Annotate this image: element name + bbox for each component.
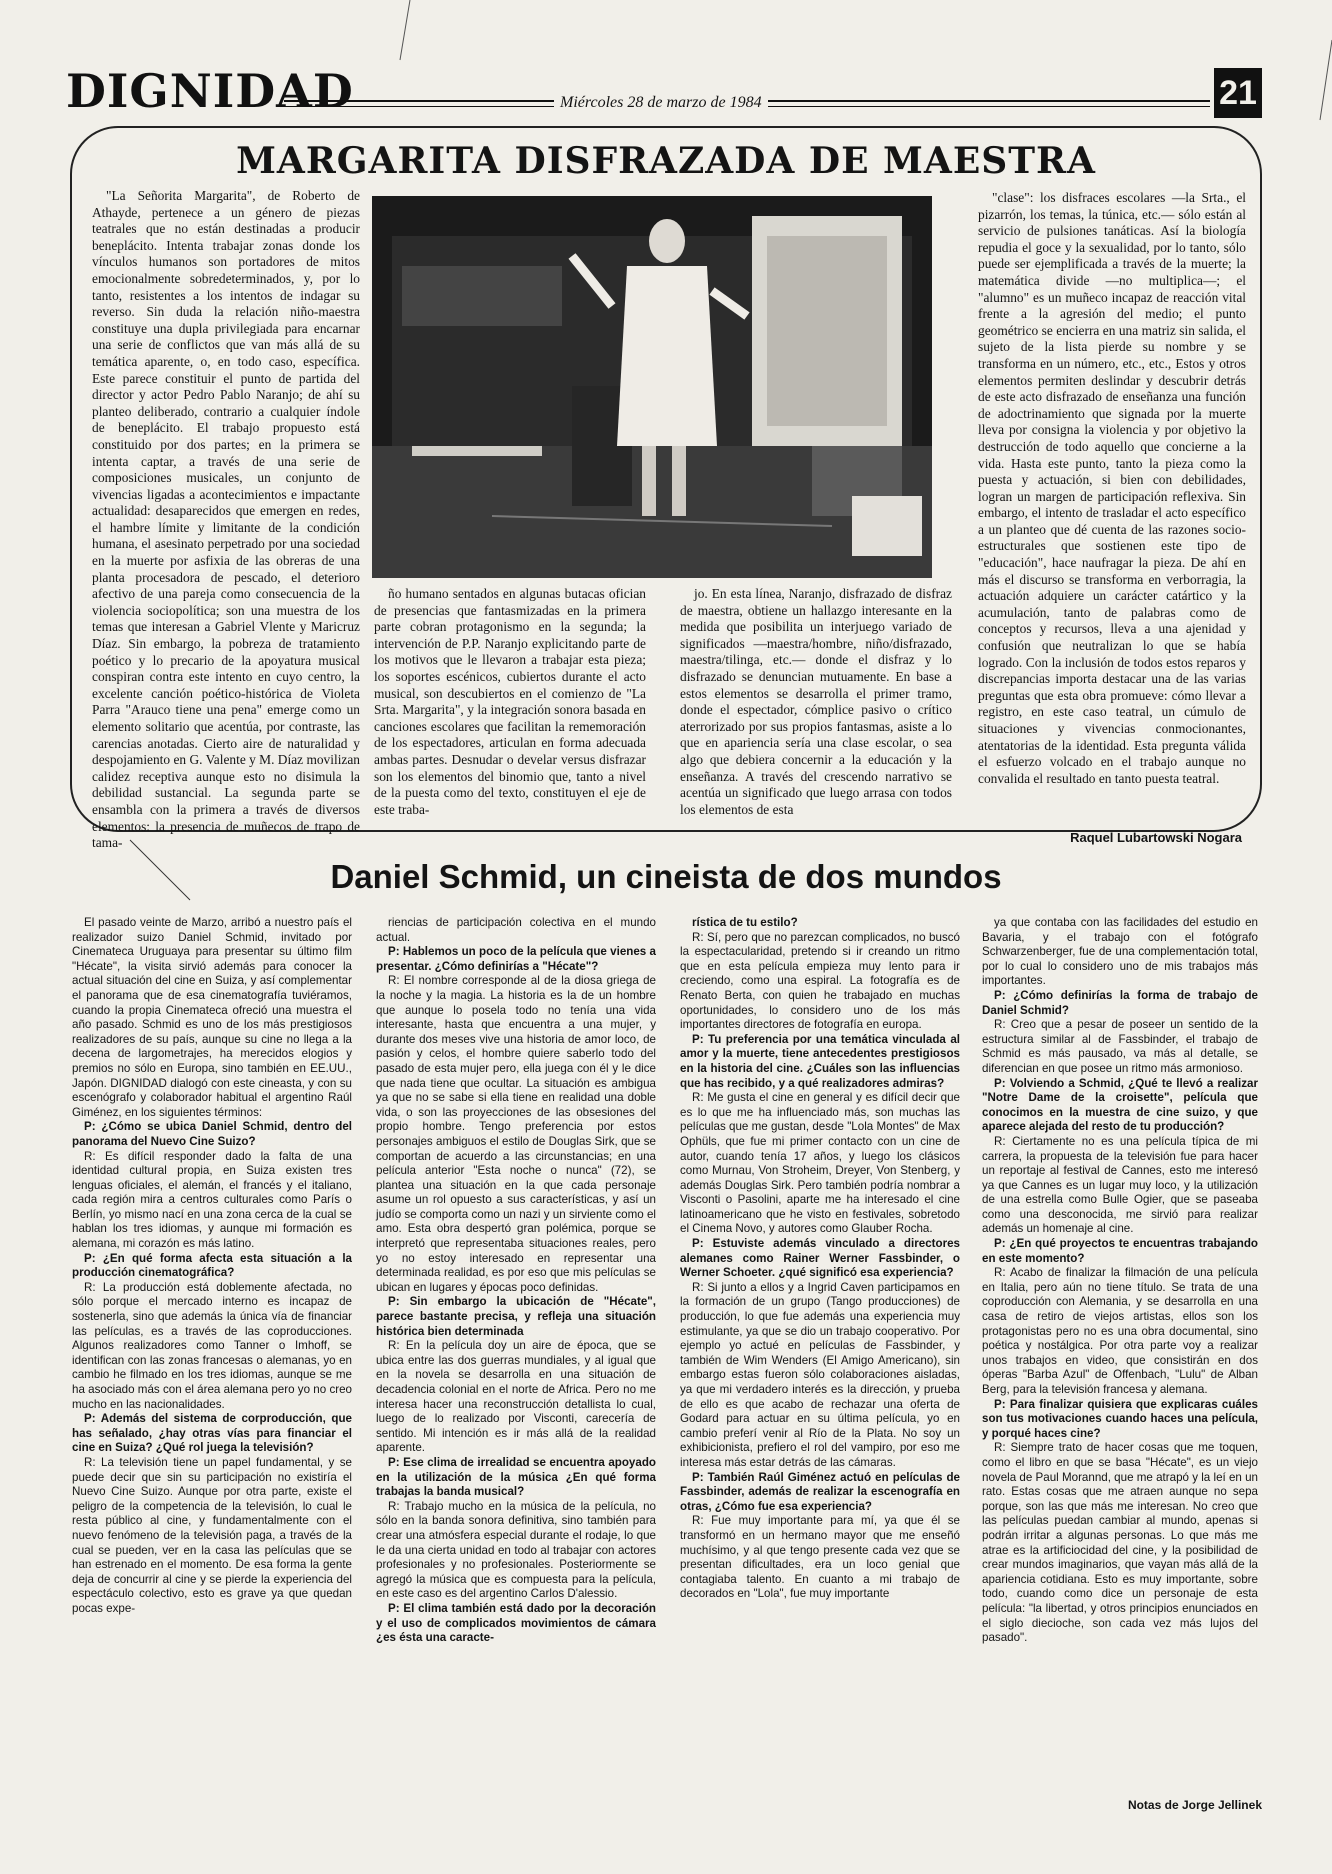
question: P: Volviendo a Schmid, ¿Qué te llevó a realizar "Notre Dame de la croisette", película que conocimos en la muestra de cine suizo, y que aparece alejada del resto de tu producción? [982, 1076, 1258, 1134]
article2-column-1 [72, 916, 352, 1862]
article1-text: jo. En esta línea, Naranjo, disfrazado de disfraz de maestra, obtiene un hallazgo interesante en la medida que posibilita un interjuego variado de significados —maestra/hombre, niño/disfrazado, maestra/tilinga, etc.— donde el disfraz y lo disfrazado se denuncian mutuamente. En base a estos elementos se desarrolla el primer tramo, donde el espectador, cómplice pasivo o crítico aterrorizado por sus propios fantasmas, asiste a lo que en apariencia sería una clase escolar, o sea algo que debiera concernir a la educación y la enseñanza. A través del crescendo narrativo se acentúa un significado que luego arrasa con todos los elementos de esta [680, 586, 952, 817]
article1-headline: MARGARITA DISFRAZADA DE MAESTRA [236, 140, 1096, 182]
issue-date: Miércoles 28 de marzo de 1984 [554, 94, 768, 112]
article2-column-3 [680, 916, 960, 1862]
answer: R: Acabo de finalizar la filmación de una película en Italia, pero aún no tiene título. Se trata de una coproducción con Alemania, y se desarrolla en una casa de retiro de viejos artistas, ellos son los protagonistas pero no es una obra documental, sino poética y nostálgica. Por otra parte voy a realizar unos trabajos en video, que consistirán en dos óperas "Barba Azul" de Offenbach, "Lulu" de Alban Berg, para la televisión francesa y alemana. [982, 1266, 1258, 1396]
answer: R: La producción está doblemente afectada, no sólo porque el mercado interno es incapaz de sostenerla, sino que además la única vía de financiar las películas, es a través de las coproducciones. Algunos realizadores como Tanner o Imhoff, se identifican con las zonas francesas o alemanas, yo en cambio he filmado en los tres idiomas, aunque se me ha asociado más con el área alemana pero yo no creo mucho en las nacionalidades. [72, 1280, 352, 1411]
question: P: También Raúl Giménez actuó en películas de Fassbinder, además de realizar la escenografía en otras, ¿Cómo fue esa experiencia? [680, 1470, 960, 1513]
answer: R: La televisión tiene un papel fundamental, y se puede decir que sin su participación no existiría el Nuevo Cine Suizo. Aunque por otra parte, existe el peligro de la competencia de la televisión, lo cual le resta público al cine, y fundamentalmente con el nuevo fenómeno de la televisión paga, a través de la cual se pueden, ver en la casa las películas que se han estrenado en el momento. De esa forma la gente deja de concurrir al cine y se pierde la experiencia del espectáculo colectivo, esto es grave ya que quedan pocas expe- [72, 1455, 352, 1615]
stage-photo [372, 196, 932, 578]
article1-column-2 [374, 586, 646, 820]
answer: R: Sí, pero que no parezcan complicados, no buscó la espectacularidad, pretendo si ir creando un ritmo que en esta película empieza muy lento para ir creciendo, como una espiral. La fotografía es de Renato Berta, con quien he trabajado en muchas oportunidades, lo considero uno de los más importantes directores de fotografía en europa. [680, 930, 960, 1032]
newspaper-name: DIGNIDAD [66, 64, 354, 118]
stage-photo-image [372, 196, 932, 578]
question: P: Además del sistema de corproducción, que has señalado, ¿hay otras vías para financiar el cine en Suiza? ¿Qué rol juega la televisión? [72, 1412, 352, 1455]
article1-text: "clase": los disfraces escolares —la Srta., el pizarrón, los temas, la túnica, etc.— sólo están al servicio de pulsiones tanáticas. Así la biología repudia el goce y la sexualidad, por lo tanto, sólo puede ser ejemplificada a través de la muerte; la matemática divide —no multiplica—; el "alumno" es un muñeco incapaz de reacción vital frente a la agresión del medio; el punto geométrico se encierra en una matriz sin salida, el sujeto de la lista pierde su nombre y se transforma en un número, etc., etc., Estos y otros elementos permiten deslindar y descubrir detrás de este acto disfrazado de enseñanza una función de adoctrinamiento que signada por la muerte lleva por consigna la violencia y por objetivo la destrucción de todo aquello que concierne a la vida. Hasta este punto, tanto la pieza como la puesta y actuación, si bien con debilidades, logran un margen de participación reflexiva. Sin embargo, el intento de trasladar el acto específico a un planteo que dé cuenta de las razones socio-estructurales que sostienen este tipo de "educación", hace naufragar la pieza. De ahí en más el discurso se transforma en verborragia, la actuación adquiere un carácter catártico y la acumulación, tanto de palabras como de conceptos y recursos, lleva a una ajenidad y confusión que neutralizan lo que se había logrado. Con la inclusión de todos estos reparos y discrepancias importa destacar una de las varias preguntas que esta obra promueve: cómo llevar a registro, en este caso teatral, un cúmulo de situaciones y vivencias conmocionantes, atentatorias de la identidad. Esta pregunta válida el esfuerzo volcado en el trabajo aunque no convalida el resultado en tanto puesta teatral. [978, 190, 1246, 786]
article2-headline: Daniel Schmid, un cineista de dos mundos [330, 858, 1002, 895]
paragraph: El pasado veinte de Marzo, arribó a nuestro país el realizador suizo Daniel Schmid, invitado por Cinemateca Uruguaya para presentar su último film "Hécate", la visita sirvió además para conocer la actual situación del cine en Suiza, y así complementar el panorama que de esa cinematografía tuviéramos, cuando la propia Cinemateca ofreció una muestra el año pasado. Schmid es uno de los más prestigiosos realizadores de su país, aunque su cine no llega a la decena de largometrajes, ha merecidos elogios y premios no sólo en Europa, sino también en EE.UU., Japón. DIGNIDAD dialogó con este cineasta, y con su escenógrafo y colaborador habitual el argentino Raúl Giménez, en los siguientes términos: [72, 916, 352, 1119]
answer: R: Si junto a ellos y a Ingrid Caven participamos en la formación de un grupo (Tango producciones) de producción, lo que fue además una experiencia muy estimulante, ya que se dio un trabajo cooperativo. Por ejemplo yo actué en películas de Fassbinder, y también de Wim Wenders (El Amigo Americano), sin embargo estas fueron sólo colaboraciones aisladas, ya que mi verdadero interés es la dirección, y prueba de ello es que acabo de rechazar una oferta de Godard para actuar en su última película, yo en cambio preferí venir al Río de la Plata. No soy un exhibicionista, prefiero el rol del vampiro, por eso me interesa más estar detrás de las cámaras. [680, 1280, 960, 1469]
answer: riencias de participación colectiva en el mundo actual. [376, 916, 656, 944]
answer: R: Es difícil responder dado la falta de una identidad cultural propia, en Suiza existen tres lenguas oficiales, el alemán, el francés y el italiano, cada región mira a centros culturales como París o Berlín, yo mismo nací en una zona cerca de la cual se hablan los tres idiomas, y aunque mi formación es alemana, mi corazón es más latino. [72, 1149, 352, 1251]
answer: ya que contaba con las facilidades del estudio en Bavaria, y el trabajo con el fotógrafo Schwarzenberger, fue de una complementación total, por lo cual lo considero uno de mis trabajos más importantes. [982, 916, 1258, 988]
answer: R: Me gusta el cine en general y es difícil decir que es lo que me ha influenciado más, son muchas las películas que me gustan, desde "Lola Montes" de Max Ophüls, que fue mi primer contacto con un cine de autor, cuando tenía 17 años, y luego los clásicos como Murnau, Von Stroheim, Dreyer, Von Stenberg, y además Douglas Sirk. Pero también podría nombrar a Visconti o Pasolini, aparte me ha interesado el cine latinoamericano que he visto en festivales, sobretodo el Cinema Novo, y autores como Glauber Rocha. [680, 1091, 960, 1236]
question: P: Ese clima de irrealidad se encuentra apoyado en la utilización de la música ¿En qué forma trabajas la banda musical? [376, 1455, 656, 1499]
question: P: ¿Cómo se ubica Daniel Schmid, dentro del panorama del Nuevo Cine Suizo? [72, 1120, 352, 1148]
answer: R: Ciertamente no es una película típica de mi carrera, la propuesta de la televisión fue para hacer un reportaje al festival de Cannes, esto me interesó ya que Cannes es un lugar muy loco, y la utilización de una estrella como Bulle Ogier, que se paseaba como una desconocida, me sirvió para realizar además un homenaje al cine. [982, 1134, 1258, 1236]
question: P: Estuviste además vinculado a directores alemanes como Rainer Werner Fassbinder, o Werner Schoeter. ¿qué significó esa experiencia? [680, 1237, 960, 1280]
article1-column-1 [92, 188, 360, 851]
article2-byline: Notas de Jorge Jellinek [1127, 1798, 1262, 1812]
question: P: Hablemos un poco de la película que vienes a presentar. ¿Cómo definirías a "Hécate"? [376, 945, 656, 973]
answer: R: Trabajo mucho en la música de la película, no sólo en la banda sonora definitiva, sino también para crear una atmósfera especial durante el rodaje, lo que le da una cierta unidad en todo al trabajar con actores profesionales y no profesionales. Posteriormente se agregó la música que es compuesta para la película, en este caso es del argentino Carlos D'alessio. [376, 1499, 656, 1601]
article1-text: "La Señorita Margarita", de Roberto de Athayde, pertenece a un género de piezas teatrales que no están destinadas a producir beneplácito. Intenta trabajar zonas donde los vínculos humanos son portadores de mitos emocionalmente sobredeterminados, y, por lo tanto, resistentes a los intentos de indagar su reverso. Sin duda la relación niño-maestra constituye una dupla privilegiada para encarnar una serie de conflictos que van más allá de su temática aparente, o, en todo caso, específica. Este parece constituir el punto de partida del director y actor Pedro Pablo Naranjo; de ahí su planteo deliberado, contrario a cualquier índole de beneplácito. El trabajo propuesto está constituido por dos partes; en la primera se intenta captar, a través de una serie de composiciones musicales, un conjunto de vivencias ligadas a acontecimientos e impactante actualidad: desaparecidos que emergen en redes, el hambre límite y limitante de la condición humana, el asesinato perpetrado por una sociedad en la muerte por asfixia de las obreras de una planta procesadora de pescado, el deterioro afectivo de una pareja como consecuencia de la violencia sociopolítica; son una muestra de los temas que interesan a Gabriel Vlente y Maricruz Díaz. Sin embargo, la pobreza de tratamiento poético y lo precario de la apoyatura musical conspiran contra este intento en cuyo centro, la excelente canción poético-histórica de Violeta Parra "Arauco tiene una pena" emerge como un elemento solitario que acentúa, por contraste, las carencias anotadas. Cierto aire de naturalidad y despojamiento en G. Valente y M. Díaz movilizan calidez receptiva aunque esto no disimula la debilidad sustancial. La segunda parte se ensambla con la primera a través de diversos elementos: la presencia de muñecos de trapo de tama- [92, 188, 360, 851]
answer: R: Creo que a pesar de poseer un sentido de la estructura similar al de Fassbinder, el trabajo de Schmid es más pausado, va más al detalle, se diferencian en que posee un ritmo más armonioso. [982, 1018, 1258, 1075]
question: P: El clima también está dado por la decoración y el uso de complicados movimientos de cámara ¿es ésta una caracte- [376, 1601, 656, 1645]
article2-column-2 [376, 916, 656, 1862]
question: P: Para finalizar quisiera que explicaras cuáles son tus motivaciones cuando haces una película, y porqué haces cine? [982, 1397, 1258, 1440]
article1-column-4 [978, 190, 1246, 824]
answer: R: Siempre trato de hacer cosas que me toquen, como el libro en que se basa "Hécate", es un viejo novela de Paul Morannd, que me atrapó y la leí en un rato. Estas cosas que me atraen aunque no sepa porque, son las que más me interesan. No creo que las películas puedan cambiar al mundo, apenas si podrán irritar a algunas personas. Lo que más me atrae es la artificiocidad del cine, y la posibilidad de crear mundos imaginarios, que vayan más allá de la apariencia cotidiana. Esto es muy importante, sobre todo, cuando como dice un personaje de esta película: "la libertad, y otros principios enunciados en el siglo diecioche, son cada vez más lujos del pasado". [982, 1441, 1258, 1645]
question: P: ¿En qué forma afecta esta situación a la producción cinematográfica? [72, 1251, 352, 1280]
answer: R: El nombre corresponde al de la diosa griega de la noche y la magia. La historia es la de un hombre que aunque lo posela todo no tenía una vida interesante, hasta que encuentra a una mujer, y durante dos meses vive una historia de amor loco, de pasión y celos, el hombre quiere saberlo todo del pasado de esta mujer pero, ella juega con él y le dice que nada tiene que ocultar. La situación es ambigua ya que no se sabe si ella tiene en realidad una doble vida, o son las proyecciones de las obsesiones del propio hombre. Tengo preferencia por estos personajes ambiguos el estilo de Douglas Sirk, que se comportan de acuerdo a las circunstancias; en una película anterior "Esta noche o nunca" (72), se plantea una situación en la que cada personaje asume un rol opuesto a sus características, y así un judío se comporta como un nazi y un sirviente como el amo. Esta obra despertó gran polémica, porque se interpretó que representaba situaciones reales, pero yo no estoy interesado en representar una determinada realidad, es por eso que mis películas se ubican en lugares y épocas poco definidas. [376, 974, 656, 1294]
question: rística de tu estilo? [692, 916, 798, 929]
article1-text: ño humano sentados en algunas butacas ofician de presencias que fantasmizadas en la primera parte cobran protagonismo en la segunda; la intervención de P.P. Naranjo explicitando parte de los motivos que le llevaron a trabajar esta pieza; los soportes escénicos, cubiertos durante el acto musical, son descubiertos en el comienzo de "La Srta. Margarita", y la integración sonora basada en canciones escolares que facilitan la rememoración de los espectadores, articulan en forma adecuada ambas partes. Desnudar o develar versus disfrazar son los elementos del binomio que, tanto a nivel de la puesta como del texto, constituyen el eje de este traba- [374, 586, 646, 817]
answer: R: En la película doy un aire de época, que se ubica entre las dos guerras mundiales, y al igual que en la novela se desarrolla en una situación de decadencia colonial en el norte de Africa. Pero no me interesa hacer una reconstrucción detallista lo cual, luego de lo realizado por Visconti, carecería de sentido. Mi intención es ir más allá de la realidad aparente. [376, 1339, 656, 1455]
page-number: 21 [1214, 68, 1262, 118]
question: P: Sin embargo la ubicación de "Hécate", parece bastante precisa, y refleja una situación histórica bien determinada [376, 1295, 656, 1338]
question: P: Tu preferencia por una temática vinculada al amor y la muerte, tiene antecedentes prestigiosos en la historia del cine. ¿Cuáles son las influencias que has recibido, y a qué realizadores admiras? [680, 1032, 960, 1090]
question: P: ¿Cómo definirías la forma de trabajo de Daniel Schmid? [982, 988, 1258, 1017]
article1-column-3 [680, 586, 952, 820]
answer: R: Fue muy importante para mí, ya que él se transformó en un hermano mayor que me enseñó muchísimo, y al que tengo presente cada vez que se presentan dificultades, era un loco genial que contagiaba talento. En cuanto a mi trabajo de decorados en "Lola", fue muy importante [680, 1514, 960, 1601]
question: P: ¿En qué proyectos te encuentras trabajando en este momento? [982, 1237, 1258, 1265]
article1-byline: Raquel Lubartowski Nogara [1070, 830, 1242, 845]
masthead [62, 62, 1262, 120]
article2-column-4 [982, 916, 1258, 1794]
